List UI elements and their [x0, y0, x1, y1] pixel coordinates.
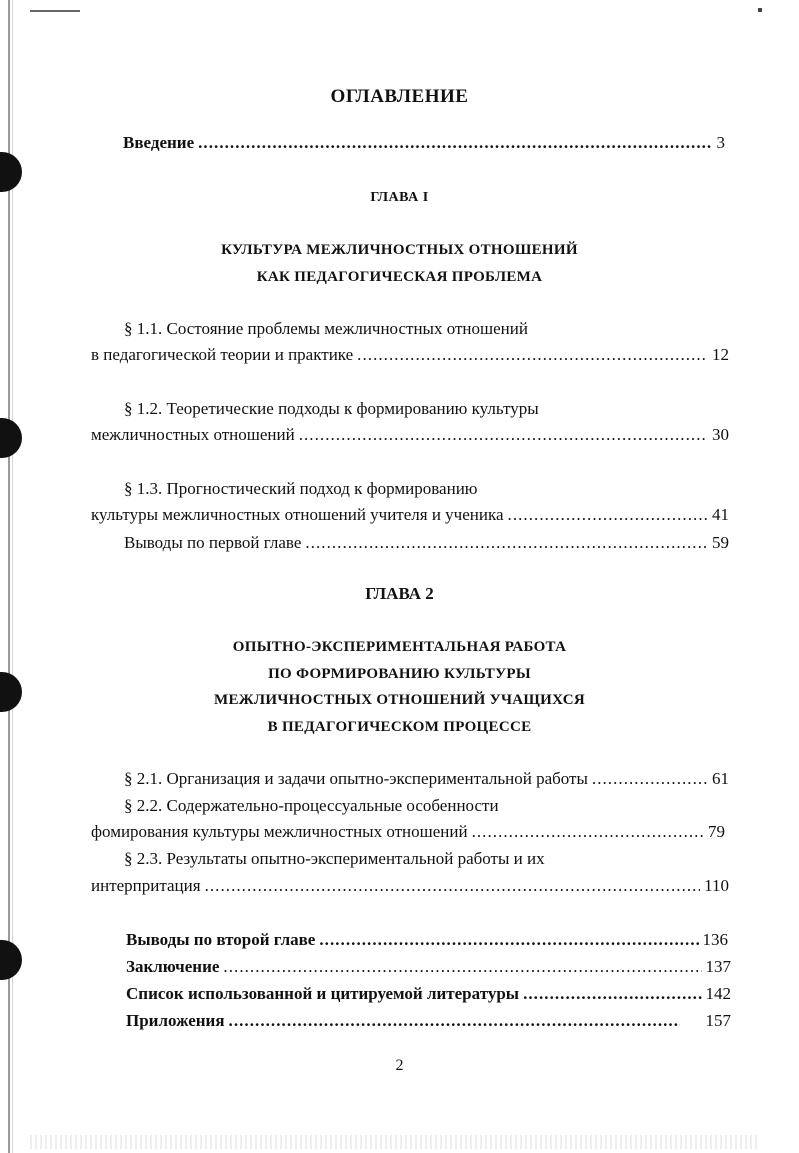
toc-label: Выводы по первой главе	[124, 533, 302, 552]
leader-dots	[357, 345, 708, 365]
toc-entry-1-1-line1[interactable]: § 1.1. Состояние проблемы межличностных отношений	[124, 319, 528, 338]
scan-mark	[758, 8, 762, 12]
toc-entry-intro[interactable]	[123, 133, 725, 153]
leader-dots	[319, 930, 698, 950]
punch-hole	[0, 418, 22, 458]
toc-label: Приложения	[126, 1011, 225, 1030]
leader-dots	[523, 984, 701, 1004]
leader-dots	[198, 133, 712, 153]
toc-entry-2-2[interactable]	[91, 822, 725, 842]
toc-entry-1-2[interactable]	[91, 425, 729, 445]
leader-dots	[223, 957, 701, 977]
toc-page: 41	[712, 505, 729, 524]
toc-page: 110	[704, 876, 729, 895]
toc-entry-conclusions-1[interactable]	[124, 533, 729, 553]
leader-dots	[229, 1011, 680, 1031]
toc-label: культуры межличностных отношений учителя и ученика	[91, 505, 504, 524]
toc-entry-1-3[interactable]	[91, 505, 729, 525]
leader-dots	[508, 505, 708, 525]
toc-page: 142	[705, 984, 731, 1003]
toc-label: § 2.1. Организация и задачи опытно-экспериментальной работы	[124, 769, 588, 788]
toc-page: 137	[705, 957, 731, 976]
chapter-title-line: ОПЫТНО-ЭКСПЕРИМЕНТАЛЬНАЯ РАБОТА	[232, 639, 567, 655]
toc-label: Список использованной и цитируемой литературы	[126, 984, 520, 1003]
scan-mark	[30, 10, 80, 12]
toc-label: Заключение	[126, 957, 220, 976]
chapter-title-line: ПО ФОРМИРОВАНИЮ КУЛЬТУРЫ	[268, 665, 531, 682]
toc-page: 136	[702, 930, 728, 949]
chapter-1-title	[0, 237, 799, 291]
page-number: 2	[395, 1057, 404, 1074]
leader-dots	[299, 425, 708, 445]
punch-hole	[0, 940, 22, 980]
toc-label: в педагогической теории и практике	[91, 345, 354, 364]
toc-entry-2-3-line1[interactable]: § 2.3. Результаты опытно-экспериментальной работы и их	[124, 849, 545, 868]
toc-entry-1-1[interactable]	[91, 345, 729, 365]
chapter-title-line: МЕЖЛИЧНОСТНЫХ ОТНОШЕНИЙ УЧАЩИХСЯ	[214, 692, 585, 708]
punch-hole	[0, 152, 22, 192]
toc-entry-conclusion[interactable]	[126, 957, 731, 977]
leader-dots	[592, 769, 708, 789]
chapter-2-heading: ГЛАВА 2	[365, 584, 434, 603]
toc-entry-1-2-line1[interactable]: § 1.2. Теоретические подходы к формированию культуры	[124, 399, 539, 418]
toc-page: 59	[712, 533, 729, 552]
toc-page: 12	[712, 345, 729, 364]
toc-label: Введение	[123, 133, 195, 152]
toc-entry-1-3-line1[interactable]: § 1.3. Прогностический подход к формированию	[124, 479, 478, 498]
toc-page: 79	[708, 822, 725, 841]
chapter-title-line: КУЛЬТУРА МЕЖЛИЧНОСТНЫХ ОТНОШЕНИЙ	[221, 242, 578, 258]
chapter-title-line: В ПЕДАГОГИЧЕСКОМ ПРОЦЕССЕ	[267, 718, 532, 735]
toc-entry-appendices[interactable]	[126, 1011, 731, 1031]
toc-label: фомирования культуры межличностных отношений	[91, 822, 468, 841]
toc-page: 61	[712, 769, 729, 788]
toc-label: межличностных отношений	[91, 425, 295, 444]
toc-entry-2-1[interactable]	[124, 769, 729, 789]
chapter-1-heading: ГЛАВА I	[370, 190, 429, 205]
leader-dots	[205, 876, 701, 896]
toc-page: 157	[705, 1011, 731, 1030]
toc-entry-bibliography[interactable]	[126, 984, 731, 1004]
scan-noise	[30, 1135, 759, 1149]
leader-dots	[472, 822, 704, 842]
toc-page: 3	[716, 133, 725, 152]
leader-dots	[305, 533, 708, 553]
toc-page: 30	[712, 425, 729, 444]
chapter-title-line: КАК ПЕДАГОГИЧЕСКАЯ ПРОБЛЕМА	[256, 269, 543, 285]
chapter-2-title	[0, 634, 799, 740]
page-title: ОГЛАВЛЕНИЕ	[330, 86, 469, 107]
toc-label: Выводы по второй главе	[126, 930, 316, 949]
toc-entry-conclusions-2[interactable]	[126, 930, 728, 950]
toc-label: интерпритация	[91, 876, 201, 895]
toc-entry-2-3[interactable]	[91, 876, 729, 896]
toc-entry-2-2-line1[interactable]: § 2.2. Содержательно-процессуальные особенности	[124, 796, 499, 815]
